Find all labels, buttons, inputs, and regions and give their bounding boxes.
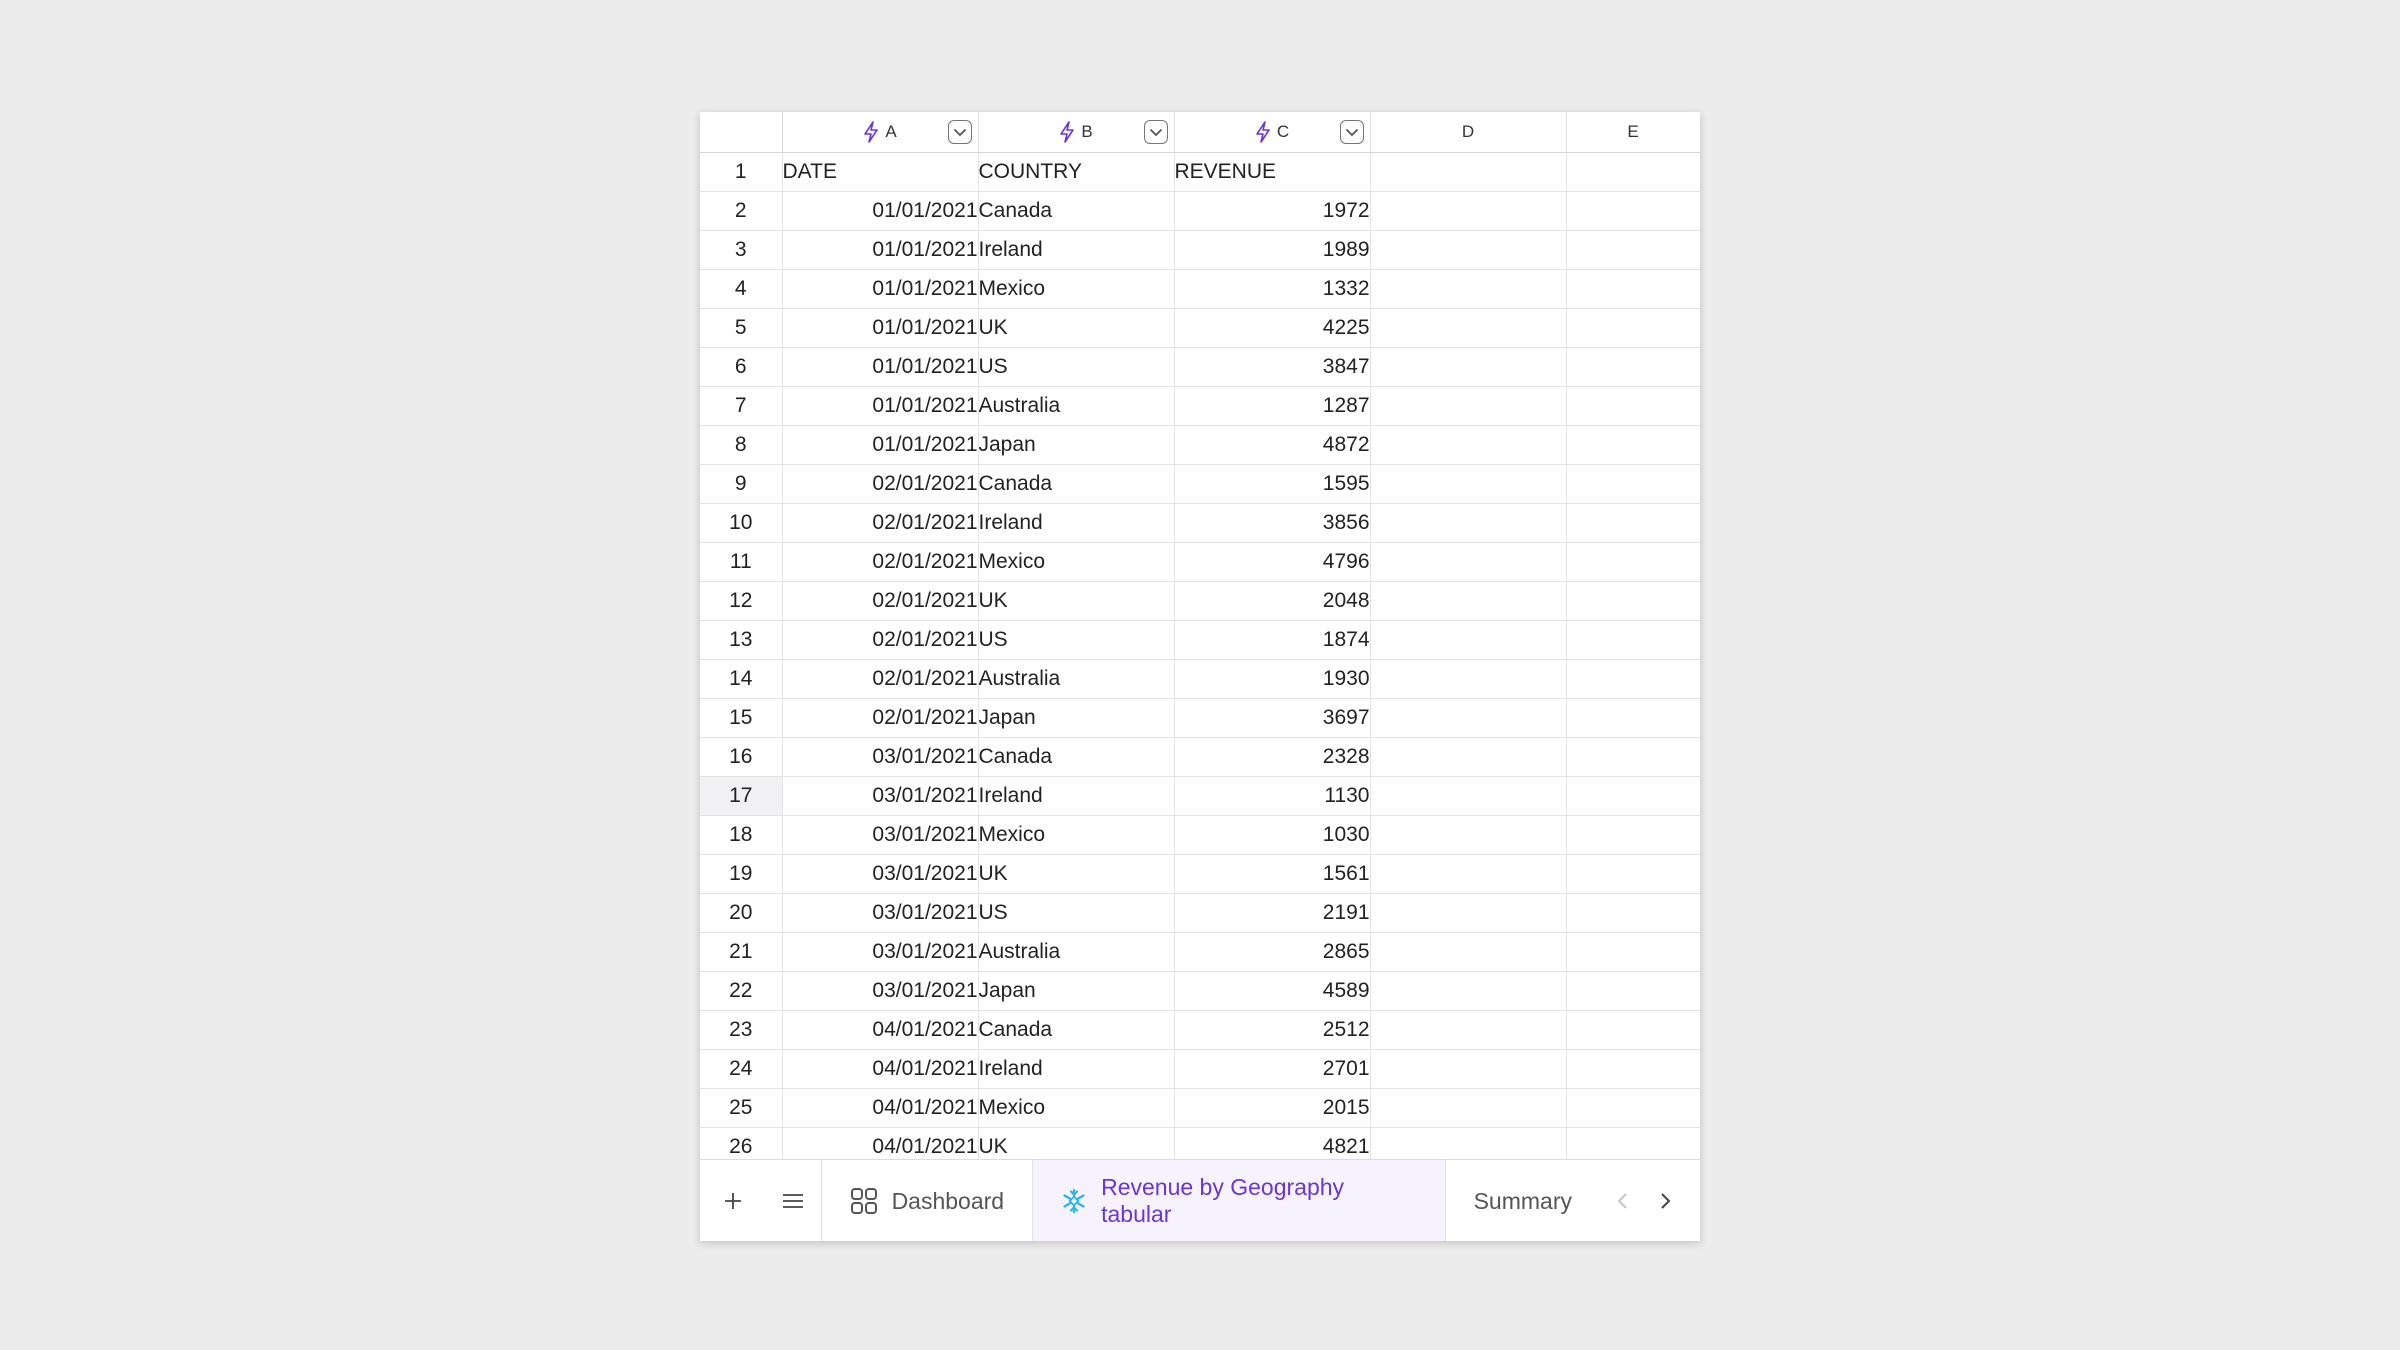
row-number[interactable]: 26	[700, 1128, 782, 1160]
cell-date[interactable]: 04/01/2021	[782, 1050, 978, 1089]
cell-date[interactable]: 01/01/2021	[782, 426, 978, 465]
cell-revenue[interactable]: 3856	[1174, 504, 1370, 543]
tab-dashboard[interactable]	[822, 1160, 1034, 1241]
cell-revenue[interactable]: 1332	[1174, 270, 1370, 309]
row-number[interactable]: 6	[700, 348, 782, 387]
cell-empty-e[interactable]	[1566, 543, 1700, 582]
cell-empty-e[interactable]	[1566, 855, 1700, 894]
cell-empty-d[interactable]	[1370, 192, 1566, 231]
cell-country[interactable]: Australia	[978, 933, 1174, 972]
cell-country[interactable]: US	[978, 894, 1174, 933]
row-number[interactable]: 3	[700, 231, 782, 270]
table-row	[700, 153, 1700, 192]
table-row	[700, 1050, 1700, 1089]
cell-date[interactable]: 04/01/2021	[782, 1128, 978, 1160]
cell-revenue[interactable]: 1130	[1174, 777, 1370, 816]
formula-bolt-icon	[1255, 121, 1271, 143]
cell-country[interactable]: Mexico	[978, 1089, 1174, 1128]
row-number[interactable]: 16	[700, 738, 782, 777]
table-row	[700, 1128, 1700, 1160]
cell-country[interactable]: Australia	[978, 387, 1174, 426]
cell-empty-e[interactable]	[1566, 738, 1700, 777]
cell-country[interactable]: Ireland	[978, 504, 1174, 543]
row-number[interactable]: 9	[700, 465, 782, 504]
table-row	[700, 504, 1700, 543]
table-row	[700, 699, 1700, 738]
hamburger-menu-icon	[782, 1192, 804, 1210]
cell-country[interactable]: Canada	[978, 738, 1174, 777]
table-row	[700, 543, 1700, 582]
cell-empty-e[interactable]	[1566, 270, 1700, 309]
table-row	[700, 855, 1700, 894]
cell-empty-d[interactable]	[1370, 1050, 1566, 1089]
snowflake-icon	[1061, 1188, 1087, 1214]
cell-country[interactable]: US	[978, 621, 1174, 660]
row-number[interactable]: 12	[700, 582, 782, 621]
cell-empty-d[interactable]	[1370, 738, 1566, 777]
row-number[interactable]: 5	[700, 309, 782, 348]
row-number[interactable]: 13	[700, 621, 782, 660]
cell-empty-e[interactable]	[1566, 1089, 1700, 1128]
chevron-left-icon	[1616, 1192, 1628, 1210]
table-row	[700, 270, 1700, 309]
row-number[interactable]: 21	[700, 933, 782, 972]
spreadsheet-grid	[700, 112, 1700, 1159]
cell-country[interactable]: Japan	[978, 426, 1174, 465]
cell-country[interactable]: Mexico	[978, 270, 1174, 309]
cell-revenue[interactable]: 4796	[1174, 543, 1370, 582]
cell-empty-e[interactable]	[1566, 777, 1700, 816]
cell-revenue[interactable]: 2191	[1174, 894, 1370, 933]
column-header-a[interactable]	[782, 112, 978, 153]
cell-empty-d[interactable]	[1370, 1089, 1566, 1128]
table-row	[700, 231, 1700, 270]
table-row	[700, 894, 1700, 933]
table-row	[700, 621, 1700, 660]
column-header-b[interactable]	[978, 112, 1174, 153]
table-row	[700, 309, 1700, 348]
row-number[interactable]: 24	[700, 1050, 782, 1089]
cell-empty-e[interactable]	[1566, 660, 1700, 699]
row-number[interactable]: 2	[700, 192, 782, 231]
column-c-dropdown-button[interactable]	[1340, 120, 1364, 144]
cell-empty-d[interactable]	[1370, 465, 1566, 504]
cell-empty-d[interactable]	[1370, 426, 1566, 465]
cell-empty-d[interactable]	[1370, 855, 1566, 894]
cell-date[interactable]: 01/01/2021	[782, 348, 978, 387]
table-row	[700, 660, 1700, 699]
table-row	[700, 387, 1700, 426]
cell-revenue[interactable]: 3847	[1174, 348, 1370, 387]
table-row	[700, 777, 1700, 816]
grid-area	[700, 112, 1700, 1159]
table-row	[700, 582, 1700, 621]
cell-empty-d[interactable]	[1370, 933, 1566, 972]
cell-empty-d[interactable]	[1370, 621, 1566, 660]
cell-empty-d[interactable]	[1370, 582, 1566, 621]
cell-country[interactable]: UK	[978, 582, 1174, 621]
tab-summary[interactable]	[1446, 1160, 1600, 1241]
grid-body	[700, 153, 1700, 1160]
scroll-tabs-right-button[interactable]	[1644, 1179, 1688, 1223]
cell-empty-e[interactable]	[1566, 582, 1700, 621]
cell-country[interactable]: US	[978, 348, 1174, 387]
cell-date[interactable]: 03/01/2021	[782, 894, 978, 933]
column-a-dropdown-button[interactable]	[948, 120, 972, 144]
cell-date[interactable]: 03/01/2021	[782, 777, 978, 816]
cell-revenue[interactable]: 3697	[1174, 699, 1370, 738]
cell-date[interactable]: 02/01/2021	[782, 582, 978, 621]
cell-empty-e[interactable]	[1566, 387, 1700, 426]
sheet-tab-bar	[700, 1159, 1700, 1241]
table-row	[700, 972, 1700, 1011]
column-header-c-label: C	[1276, 122, 1290, 141]
cell-country[interactable]: Mexico	[978, 543, 1174, 582]
cell-date[interactable]: 04/01/2021	[782, 1011, 978, 1050]
cell-revenue[interactable]: 2048	[1174, 582, 1370, 621]
cell-date[interactable]: 02/01/2021	[782, 543, 978, 582]
cell-empty-d[interactable]	[1370, 270, 1566, 309]
cell-date[interactable]: 02/01/2021	[782, 465, 978, 504]
cell-empty-e[interactable]	[1566, 1050, 1700, 1089]
sheet-list-button[interactable]	[765, 1160, 820, 1241]
cell-empty-e[interactable]	[1566, 348, 1700, 387]
add-sheet-button[interactable]	[700, 1160, 765, 1241]
cell-empty-d[interactable]	[1370, 504, 1566, 543]
cell-revenue[interactable]: 1030	[1174, 816, 1370, 855]
cell-country[interactable]: UK	[978, 309, 1174, 348]
column-header-d[interactable]	[1370, 112, 1566, 153]
table-row	[700, 348, 1700, 387]
cell-revenue[interactable]: 1874	[1174, 621, 1370, 660]
row-number[interactable]: 7	[700, 387, 782, 426]
cell-country[interactable]: Japan	[978, 699, 1174, 738]
table-row	[700, 933, 1700, 972]
cell-revenue[interactable]: 1972	[1174, 192, 1370, 231]
cell-empty-d[interactable]	[1370, 231, 1566, 270]
cell-revenue[interactable]: 4821	[1174, 1128, 1370, 1160]
cell-date[interactable]: 02/01/2021	[782, 504, 978, 543]
cell-empty-d[interactable]	[1370, 1128, 1566, 1160]
row-header-corner[interactable]	[700, 112, 782, 153]
cell-empty-e[interactable]	[1566, 309, 1700, 348]
cell-empty-d[interactable]	[1370, 660, 1566, 699]
cell-empty-d[interactable]	[1370, 894, 1566, 933]
row-number[interactable]: 20	[700, 894, 782, 933]
cell-date[interactable]: 03/01/2021	[782, 933, 978, 972]
row-number[interactable]: 22	[700, 972, 782, 1011]
row-number[interactable]: 18	[700, 816, 782, 855]
row-number[interactable]: 17	[700, 777, 782, 816]
cell-empty-d[interactable]	[1370, 777, 1566, 816]
cell-country[interactable]: Australia	[978, 660, 1174, 699]
plus-icon	[723, 1191, 743, 1211]
cell-empty-e[interactable]	[1566, 231, 1700, 270]
cell-revenue[interactable]: 4225	[1174, 309, 1370, 348]
cell-date[interactable]: DATE	[782, 153, 978, 192]
dashboard-grid-icon	[850, 1187, 878, 1215]
column-header-b-label: B	[1081, 122, 1093, 141]
cell-date[interactable]: 01/01/2021	[782, 231, 978, 270]
cell-empty-e[interactable]	[1566, 192, 1700, 231]
row-number[interactable]: 15	[700, 699, 782, 738]
cell-country[interactable]: UK	[978, 1128, 1174, 1160]
chevron-down-icon	[1345, 128, 1359, 137]
row-number[interactable]: 19	[700, 855, 782, 894]
cell-empty-d[interactable]	[1370, 153, 1566, 192]
cell-date[interactable]: 01/01/2021	[782, 270, 978, 309]
cell-empty-e[interactable]	[1566, 699, 1700, 738]
cell-date[interactable]: 01/01/2021	[782, 309, 978, 348]
column-header-e-label: E	[1627, 122, 1639, 141]
cell-date[interactable]: 01/01/2021	[782, 192, 978, 231]
table-row	[700, 738, 1700, 777]
table-row	[700, 426, 1700, 465]
row-number[interactable]: 25	[700, 1089, 782, 1128]
cell-country[interactable]: Canada	[978, 465, 1174, 504]
cell-revenue[interactable]: REVENUE	[1174, 153, 1370, 192]
cell-empty-e[interactable]	[1566, 1011, 1700, 1050]
cell-country[interactable]: Canada	[978, 192, 1174, 231]
cell-empty-d[interactable]	[1370, 309, 1566, 348]
cell-empty-e[interactable]	[1566, 894, 1700, 933]
cell-revenue[interactable]: 1595	[1174, 465, 1370, 504]
cell-empty-e[interactable]	[1566, 816, 1700, 855]
table-row	[700, 465, 1700, 504]
cell-revenue[interactable]: 2865	[1174, 933, 1370, 972]
scroll-tabs-left-button[interactable]	[1600, 1179, 1644, 1223]
formula-bolt-icon	[863, 121, 879, 143]
cell-date[interactable]: 03/01/2021	[782, 816, 978, 855]
cell-empty-d[interactable]	[1370, 816, 1566, 855]
cell-date[interactable]: 02/01/2021	[782, 621, 978, 660]
row-number[interactable]: 1	[700, 153, 782, 192]
cell-revenue[interactable]: 1561	[1174, 855, 1370, 894]
row-number[interactable]: 8	[700, 426, 782, 465]
cell-country[interactable]: Canada	[978, 1011, 1174, 1050]
cell-empty-e[interactable]	[1566, 504, 1700, 543]
cell-revenue[interactable]: 4589	[1174, 972, 1370, 1011]
column-header-c[interactable]	[1174, 112, 1370, 153]
cell-date[interactable]: 02/01/2021	[782, 660, 978, 699]
spreadsheet-window	[700, 112, 1700, 1241]
table-row	[700, 816, 1700, 855]
column-b-dropdown-button[interactable]	[1144, 120, 1168, 144]
cell-empty-d[interactable]	[1370, 543, 1566, 582]
cell-country[interactable]: Ireland	[978, 1050, 1174, 1089]
column-header-e[interactable]	[1566, 112, 1700, 153]
cell-empty-d[interactable]	[1370, 1011, 1566, 1050]
cell-revenue[interactable]: 2015	[1174, 1089, 1370, 1128]
column-header-a-label: A	[885, 122, 897, 141]
cell-country[interactable]: Mexico	[978, 816, 1174, 855]
table-row	[700, 192, 1700, 231]
cell-empty-e[interactable]	[1566, 465, 1700, 504]
cell-empty-e[interactable]	[1566, 426, 1700, 465]
tab-scroll-controls	[1600, 1160, 1700, 1241]
cell-empty-e[interactable]	[1566, 153, 1700, 192]
table-row	[700, 1089, 1700, 1128]
row-number[interactable]: 23	[700, 1011, 782, 1050]
cell-revenue[interactable]: 2512	[1174, 1011, 1370, 1050]
row-number[interactable]: 11	[700, 543, 782, 582]
tab-revenue-label: Revenue by Geography tabular	[1101, 1174, 1345, 1227]
row-number[interactable]: 4	[700, 270, 782, 309]
cell-date[interactable]: 03/01/2021	[782, 972, 978, 1011]
chevron-right-icon	[1660, 1192, 1672, 1210]
cell-country[interactable]: Ireland	[978, 231, 1174, 270]
cell-empty-d[interactable]	[1370, 387, 1566, 426]
tab-summary-label: Summary	[1473, 1187, 1572, 1214]
cell-empty-e[interactable]	[1566, 1128, 1700, 1160]
cell-revenue[interactable]: 1930	[1174, 660, 1370, 699]
cell-country[interactable]: UK	[978, 855, 1174, 894]
column-header-d-label: D	[1461, 122, 1475, 141]
tab-dashboard-label: Dashboard	[891, 1187, 1005, 1214]
cell-country[interactable]: Japan	[978, 972, 1174, 1011]
cell-date[interactable]: 04/01/2021	[782, 1089, 978, 1128]
cell-revenue[interactable]: 1287	[1174, 387, 1370, 426]
cell-date[interactable]: 03/01/2021	[782, 738, 978, 777]
tab-revenue-by-geography-tabular[interactable]	[1033, 1160, 1445, 1241]
cell-revenue[interactable]: 4872	[1174, 426, 1370, 465]
table-row	[700, 1011, 1700, 1050]
cell-empty-e[interactable]	[1566, 972, 1700, 1011]
cell-revenue[interactable]: 1989	[1174, 231, 1370, 270]
cell-empty-d[interactable]	[1370, 348, 1566, 387]
cell-date[interactable]: 01/01/2021	[782, 387, 978, 426]
cell-empty-d[interactable]	[1370, 699, 1566, 738]
cell-empty-e[interactable]	[1566, 621, 1700, 660]
row-number[interactable]: 10	[700, 504, 782, 543]
formula-bolt-icon	[1059, 121, 1075, 143]
cell-empty-e[interactable]	[1566, 933, 1700, 972]
cell-date[interactable]: 02/01/2021	[782, 699, 978, 738]
cell-country[interactable]: COUNTRY	[978, 153, 1174, 192]
cell-revenue[interactable]: 2701	[1174, 1050, 1370, 1089]
cell-country[interactable]: Ireland	[978, 777, 1174, 816]
row-number[interactable]: 14	[700, 660, 782, 699]
cell-revenue[interactable]: 2328	[1174, 738, 1370, 777]
cell-empty-d[interactable]	[1370, 972, 1566, 1011]
chevron-down-icon	[953, 128, 967, 137]
chevron-down-icon	[1149, 128, 1163, 137]
cell-date[interactable]: 03/01/2021	[782, 855, 978, 894]
